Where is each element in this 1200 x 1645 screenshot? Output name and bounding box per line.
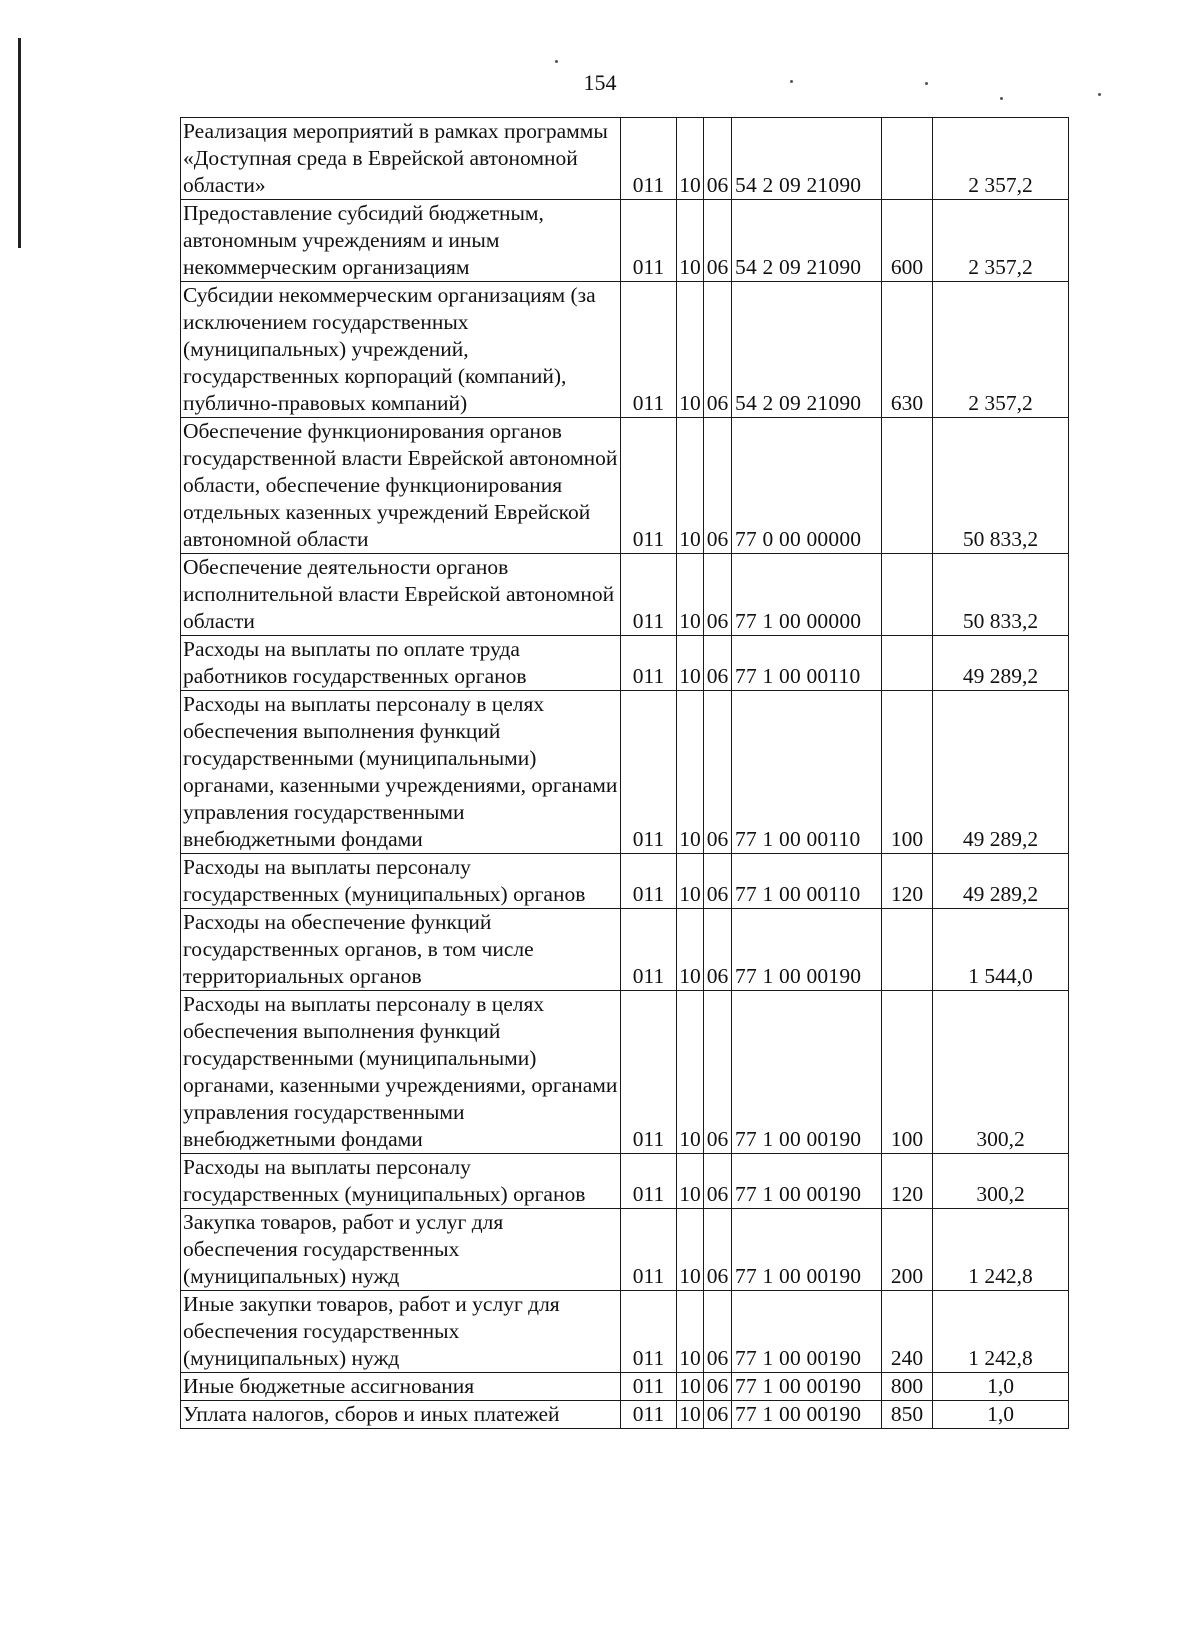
section-code: 10: [677, 691, 704, 854]
target-article-code: 77 1 00 00110: [732, 691, 882, 854]
target-article-code: 54 2 09 21090: [732, 282, 882, 418]
amount: 2 357,2: [933, 200, 1069, 282]
ministry-code: 011: [621, 909, 677, 991]
target-article-code: 77 1 00 00190: [732, 1373, 882, 1401]
amount: 1 544,0: [933, 909, 1069, 991]
ministry-code: 011: [621, 636, 677, 691]
row-name: Субсидии некоммерческим организациям (за исключением государственных (муниципальных) учреждений, государственных корпораций (компаний), публично-правовых компаний): [181, 282, 621, 418]
row-name: Закупка товаров, работ и услуг для обеспечения государственных (муниципальных) нужд: [181, 1209, 621, 1291]
section-code: 10: [677, 554, 704, 636]
subsection-code: 06: [704, 691, 732, 854]
section-code: 10: [677, 991, 704, 1154]
section-code: 10: [677, 1209, 704, 1291]
target-article-code: 77 1 00 00110: [732, 854, 882, 909]
target-article-code: 54 2 09 21090: [732, 200, 882, 282]
ministry-code: 011: [621, 1291, 677, 1373]
subsection-code: 06: [704, 1401, 732, 1429]
row-name: Обеспечение деятельности органов исполнительной власти Еврейской автономной области: [181, 554, 621, 636]
section-code: 10: [677, 1373, 704, 1401]
amount: 1,0: [933, 1373, 1069, 1401]
table-row: [181, 1291, 1069, 1373]
table-row: [181, 1373, 1069, 1401]
ministry-code: 011: [621, 554, 677, 636]
amount: 49 289,2: [933, 636, 1069, 691]
ministry-code: 011: [621, 118, 677, 200]
expense-type-code: 850: [882, 1401, 933, 1429]
table-row: [181, 282, 1069, 418]
subsection-code: 06: [704, 1209, 732, 1291]
expense-type-code: 120: [882, 854, 933, 909]
subsection-code: 06: [704, 636, 732, 691]
row-name: Расходы на выплаты персоналу в целях обеспечения выполнения функций государственными (муниципальными) органами, казенными учреждениями, органами управления государственными внебюджетными фондами: [181, 991, 621, 1154]
target-article-code: 77 1 00 00190: [732, 1401, 882, 1429]
table-row: [181, 636, 1069, 691]
section-code: 10: [677, 282, 704, 418]
expense-type-code: 200: [882, 1209, 933, 1291]
amount: 49 289,2: [933, 691, 1069, 854]
row-name: Расходы на выплаты персоналу государственных (муниципальных) органов: [181, 1154, 621, 1209]
row-name: Уплата налогов, сборов и иных платежей: [181, 1401, 621, 1429]
row-name: Расходы на выплаты по оплате труда работников государственных органов: [181, 636, 621, 691]
ministry-code: 011: [621, 691, 677, 854]
subsection-code: 06: [704, 1154, 732, 1209]
scan-speck: [1098, 93, 1101, 96]
target-article-code: 77 1 00 00190: [732, 1209, 882, 1291]
ministry-code: 011: [621, 200, 677, 282]
target-article-code: 77 1 00 00190: [732, 1154, 882, 1209]
table-row: [181, 991, 1069, 1154]
row-name: Расходы на выплаты персоналу в целях обеспечения выполнения функций государственными (муниципальными) органами, казенными учреждениями, органами управления государственными внебюджетными фондами: [181, 691, 621, 854]
section-code: 10: [677, 200, 704, 282]
table-row: [181, 909, 1069, 991]
scan-speck: [555, 60, 558, 63]
table-row: [181, 418, 1069, 554]
expense-type-code: [882, 418, 933, 554]
target-article-code: 77 1 00 00190: [732, 909, 882, 991]
ministry-code: 011: [621, 1209, 677, 1291]
amount: 49 289,2: [933, 854, 1069, 909]
subsection-code: 06: [704, 909, 732, 991]
expense-type-code: 630: [882, 282, 933, 418]
scan-speck: [790, 80, 793, 83]
subsection-code: 06: [704, 118, 732, 200]
subsection-code: 06: [704, 1373, 732, 1401]
table-row: [181, 200, 1069, 282]
expense-type-code: 600: [882, 200, 933, 282]
ministry-code: 011: [621, 282, 677, 418]
subsection-code: 06: [704, 854, 732, 909]
table-row: [181, 691, 1069, 854]
expense-type-code: 100: [882, 691, 933, 854]
ministry-code: 011: [621, 1401, 677, 1429]
amount: 2 357,2: [933, 282, 1069, 418]
table-row: [181, 1154, 1069, 1209]
ministry-code: 011: [621, 1154, 677, 1209]
target-article-code: 77 0 00 00000: [732, 418, 882, 554]
section-code: 10: [677, 1154, 704, 1209]
target-article-code: 54 2 09 21090: [732, 118, 882, 200]
subsection-code: 06: [704, 200, 732, 282]
section-code: 10: [677, 1401, 704, 1429]
page-number: 154: [583, 70, 617, 95]
amount: 300,2: [933, 1154, 1069, 1209]
row-name: Предоставление субсидий бюджетным, автономным учреждениям и иным некоммерческим организациям: [181, 200, 621, 282]
amount: 50 833,2: [933, 554, 1069, 636]
ministry-code: 011: [621, 1373, 677, 1401]
amount: 50 833,2: [933, 418, 1069, 554]
subsection-code: 06: [704, 418, 732, 554]
subsection-code: 06: [704, 282, 732, 418]
expense-type-code: 100: [882, 991, 933, 1154]
expense-type-code: 800: [882, 1373, 933, 1401]
target-article-code: 77 1 00 00000: [732, 554, 882, 636]
table-row: [181, 118, 1069, 200]
row-name: Обеспечение функционирования органов государственной власти Еврейской автономной области, обеспечение функционирования отдельных казенных учреждений Еврейской автономной области: [181, 418, 621, 554]
scan-speck: [925, 82, 928, 85]
expense-type-code: [882, 554, 933, 636]
budget-table: [180, 117, 1069, 1429]
expense-type-code: [882, 118, 933, 200]
amount: 1,0: [933, 1401, 1069, 1429]
ministry-code: 011: [621, 854, 677, 909]
ministry-code: 011: [621, 418, 677, 554]
target-article-code: 77 1 00 00190: [732, 1291, 882, 1373]
subsection-code: 06: [704, 554, 732, 636]
expense-type-code: 120: [882, 1154, 933, 1209]
table-row: [181, 1401, 1069, 1429]
row-name: Иные бюджетные ассигнования: [181, 1373, 621, 1401]
row-name: Иные закупки товаров, работ и услуг для обеспечения государственных (муниципальных) нужд: [181, 1291, 621, 1373]
ministry-code: 011: [621, 991, 677, 1154]
subsection-code: 06: [704, 991, 732, 1154]
section-code: 10: [677, 418, 704, 554]
section-code: 10: [677, 854, 704, 909]
target-article-code: 77 1 00 00110: [732, 636, 882, 691]
scan-speck: [1000, 97, 1003, 100]
target-article-code: 77 1 00 00190: [732, 991, 882, 1154]
section-code: 10: [677, 909, 704, 991]
amount: 1 242,8: [933, 1209, 1069, 1291]
row-name: Реализация мероприятий в рамках программы «Доступная среда в Еврейской автономной области»: [181, 118, 621, 200]
section-code: 10: [677, 636, 704, 691]
amount: 1 242,8: [933, 1291, 1069, 1373]
amount: 2 357,2: [933, 118, 1069, 200]
expense-type-code: [882, 636, 933, 691]
table-row: [181, 854, 1069, 909]
table-row: [181, 554, 1069, 636]
section-code: 10: [677, 1291, 704, 1373]
table-row: [181, 1209, 1069, 1291]
expense-type-code: [882, 909, 933, 991]
row-name: Расходы на выплаты персоналу государственных (муниципальных) органов: [181, 854, 621, 909]
amount: 300,2: [933, 991, 1069, 1154]
expense-type-code: 240: [882, 1291, 933, 1373]
section-code: 10: [677, 118, 704, 200]
subsection-code: 06: [704, 1291, 732, 1373]
row-name: Расходы на обеспечение функций государственных органов, в том числе территориальных органов: [181, 909, 621, 991]
